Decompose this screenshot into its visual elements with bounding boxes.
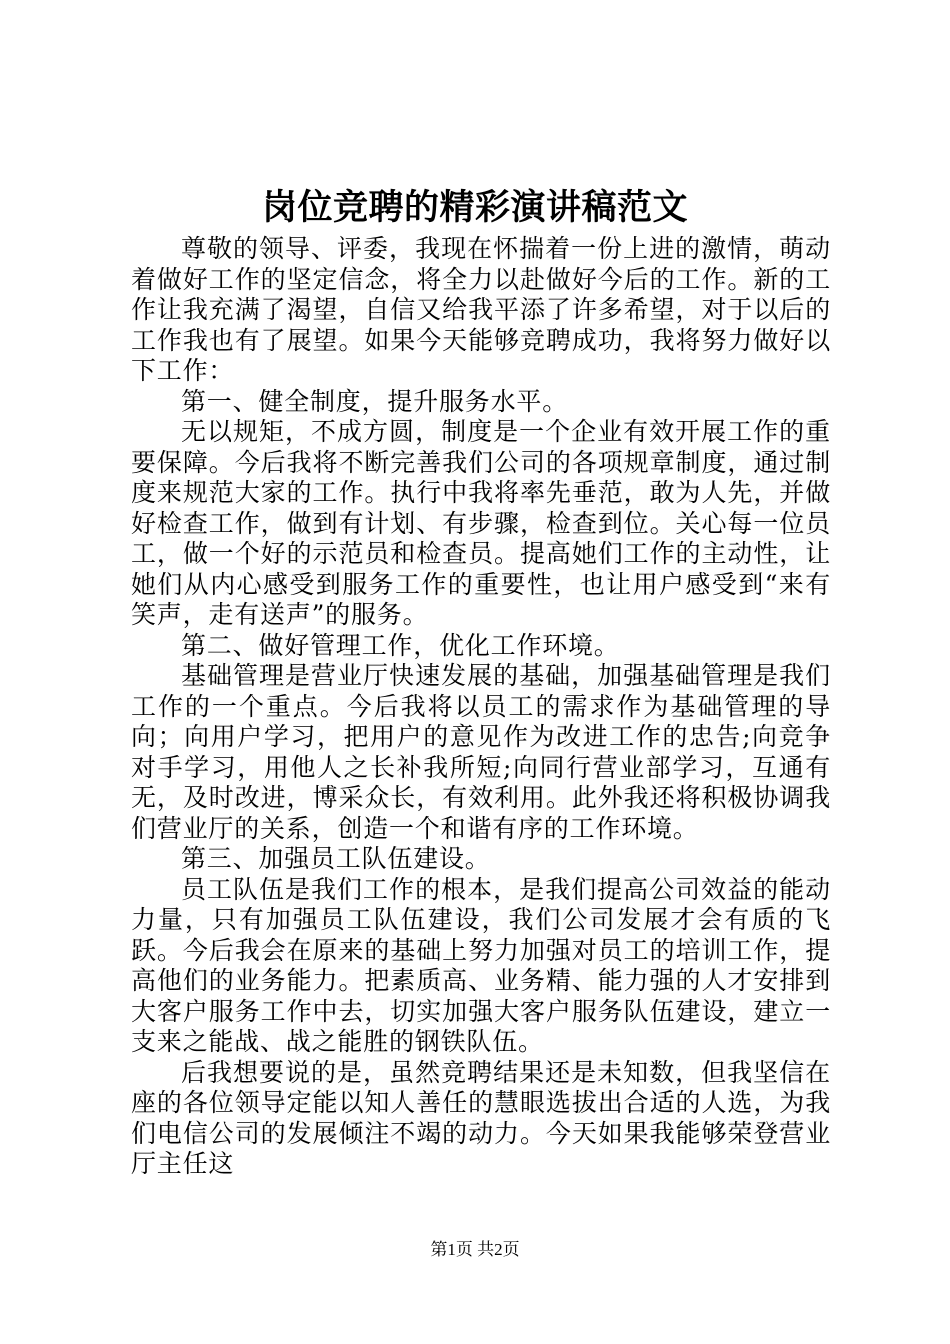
paragraph-opening: 尊敬的领导、评委，我现在怀揣着一份上进的激情，萌动着做好工作的坚定信念，将全力以赴做好今后的工作。新的工作让我充满了渴望，自信又给我平添了许多希望，对于以后的工作我也有了展望。如果今天能够竞聘成功，我将努力做好以下工作： [131, 234, 831, 385]
paragraph-section-3: 员工队伍是我们工作的根本，是我们提高公司效益的能动力量，只有加强员工队伍建设，我们公司发展才会有质的飞跃。今后我会在原来的基础上努力加强对员工的培训工作，提高他们的业务能力。把素质高、业务精、能力强的人才安排到大客户服务工作中去，切实加强大客户服务队伍建设，建立一支来之能战、战之能胜的钢铁队伍。 [131, 874, 831, 1056]
section-heading-1: 第一、健全制度，提升服务水平。 [181, 386, 569, 416]
section-heading-2: 第二、做好管理工作，优化工作环境。 [181, 630, 620, 660]
section-heading-3: 第三、加强员工队伍建设。 [181, 844, 491, 873]
page-footer [0, 1238, 950, 1262]
page-indicator: 第1页 共2页 [430, 1240, 520, 1259]
paragraph-closing: 后我想要说的是，虽然竞聘结果还是未知数，但我坚信在座的各位领导定能以知人善任的慧眼选拔出合适的人选，为我们电信公司的发展倾注不竭的动力。今天如果我能够荣登营业厅主任这 [131, 1057, 831, 1178]
document-body [131, 234, 831, 1180]
document-title: 岗位竞聘的精彩演讲稿范文 [261, 187, 688, 228]
paragraph-section-1: 无以规矩，不成方圆，制度是一个企业有效开展工作的重要保障。今后我将不断完善我们公司的各项规章制度，通过制度来规范大家的工作。执行中我将率先垂范，敢为人先，并做好检查工作，做到有计划、有步骤，检查到位。关心每一位员工，做一个好的示范员和检查员。提高她们工作的主动性，让她们从内心感受到服务工作的重要性，也让用户感受到“来有笑声，走有送声”的服务。 [131, 417, 831, 629]
paragraph-section-2: 基础管理是营业厅快速发展的基础，加强基础管理是我们工作的一个重点。今后我将以员工的需求作为基础管理的导向；向用户学习，把用户的意见作为改进工作的忠告;向竞争对手学习，用他人之长补我所短;向同行营业部学习，互通有无，及时改进，博采众长，有效利用。此外我还将积极协调我们营业厅的关系，创造一个和谐有序的工作环境。 [131, 661, 831, 843]
